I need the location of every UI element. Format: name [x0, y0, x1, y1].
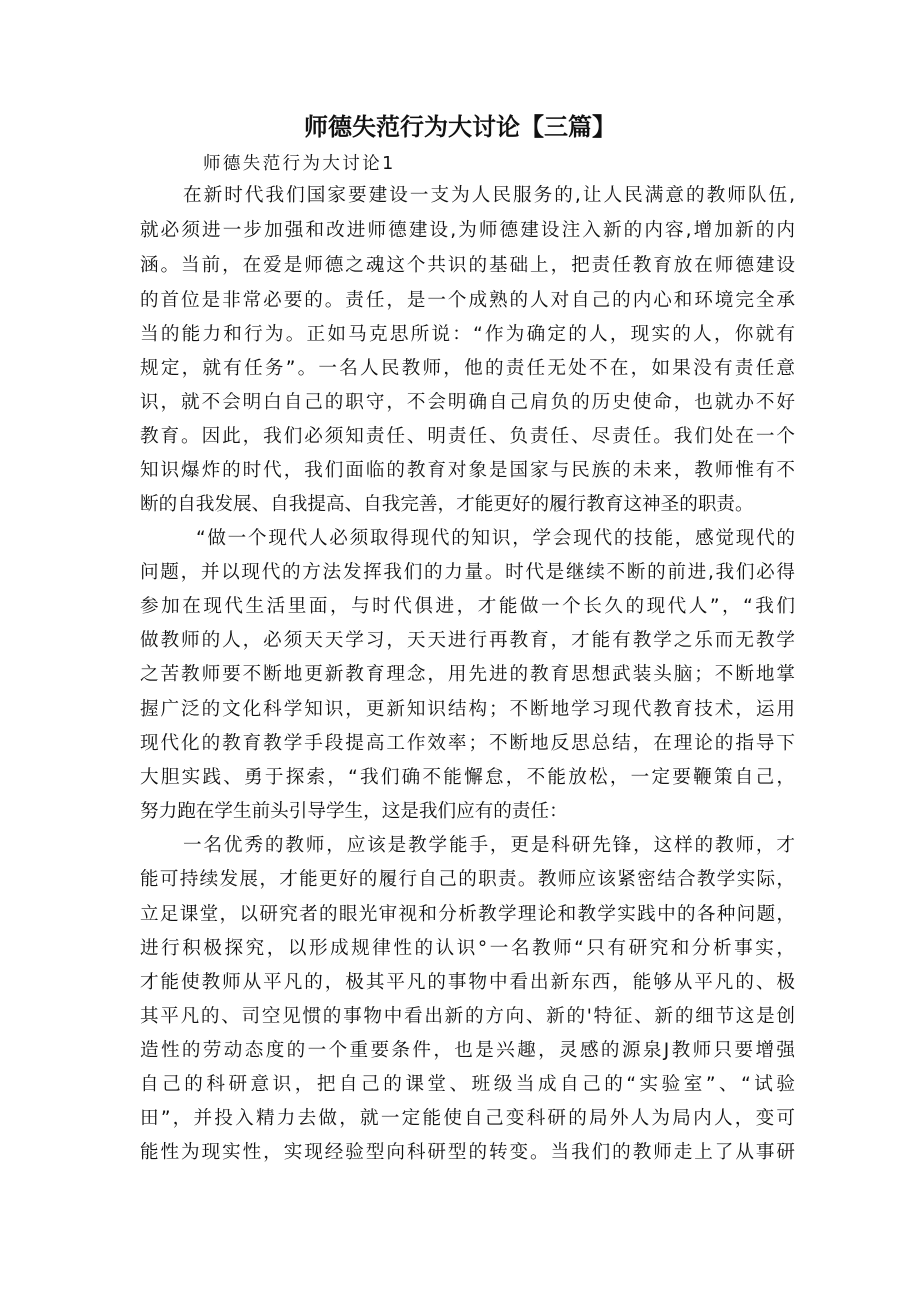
- text-line: 之苦教师要不断地更新教育理念，用先进的教育思想武装头脑；不断地掌: [140, 664, 795, 685]
- text-line: 断的自我发展、自我提高、自我完善，才能更好的履行教育这神圣的职责。: [140, 494, 754, 515]
- text-line: 识，就不会明白自己的职守，不会明确自己肩负的历史使命，也就办不好: [140, 392, 795, 413]
- text-line: 才能使教师从平凡的，极其平凡的事物中看出新东西，能够从平凡的、极: [140, 972, 795, 993]
- text-line: 做教师的人，必须天天学习，天天进行再教育，才能有教学之乐而无教学: [140, 630, 795, 651]
- text-line: 造性的劳动态度的一个重要条件，也是兴趣，灵感的源泉J教师只要增强: [140, 1040, 795, 1061]
- text-line: 的首位是非常必要的。责任，是一个成熟的人对自己的内心和环境完全承: [140, 290, 795, 311]
- text-line: “做一个现代人必须取得现代的知识，学会现代的技能，感觉现代的: [196, 528, 795, 549]
- text-line: 知识爆炸的时代，我们面临的教育对象是国家与民族的未来，教师惟有不: [140, 460, 795, 481]
- text-line: 进行积极探究，以形成规律性的认识°一名教师“只有研究和分析事实，: [140, 938, 795, 959]
- text-line: 努力跑在学生前头引导学生，这是我们应有的责任：: [140, 801, 568, 822]
- text-line: 就必须进一步加强和改进师德建设,为师德建设注入新的内容,增加新的内: [140, 220, 795, 241]
- document-title: 师德失范行为大讨论【三篇】: [304, 113, 616, 141]
- text-line: 问题，并以现代的方法发挥我们的力量。时代是继续不断的前进,我们必得: [140, 562, 795, 583]
- text-line: 能可持续发展，才能更好的履行自己的职责。教师应该紧密结合教学实际，: [140, 869, 795, 890]
- text-line: 其平凡的、司空见惯的事物中看出新的方向、新的'特征、新的细节这是创: [140, 1006, 795, 1027]
- text-line: 教育。因此，我们必须知责任、明责任、负责任、尽责任。我们处在一个: [140, 426, 795, 447]
- text-line: 当的能力和行为。正如马克思所说：“作为确定的人，现实的人，你就有: [140, 324, 795, 345]
- document-subtitle: 师德失范行为大讨论1: [203, 154, 396, 174]
- text-line: 一名优秀的教师，应该是教学能手，更是科研先锋，这样的教师，才: [183, 835, 795, 856]
- text-line: 规定，就有任务”。一名人民教师，他的责任无处不在，如果没有责任意: [140, 358, 795, 379]
- text-line: 在新时代我们国家要建设一支为人民服务的,让人民满意的教师队伍,: [183, 185, 795, 206]
- text-line: 能性为现实性，实现经验型向科研型的转变。当我们的教师走上了从事研: [140, 1142, 795, 1163]
- text-line: 田”，并投入精力去做，就一定能使自己变科研的局外人为局内人，变可: [140, 1108, 795, 1129]
- text-line: 大胆实践、勇于探索，“我们确不能懈怠，不能放松，一定要鞭策自己，: [140, 767, 795, 788]
- text-line: 涵。当前，在爱是师德之魂这个共识的基础上，把责任教育放在师德建设: [140, 255, 795, 276]
- text-line: 立足课堂，以研究者的眼光审视和分析教学理论和教学实践中的各种问题，: [140, 904, 795, 925]
- text-line: 自己的科研意识，把自己的课堂、班级当成自己的“实验室”、“试验: [140, 1074, 795, 1095]
- text-line: 参加在现代生活里面，与时代俱进，才能做一个长久的现代人”，“我们: [140, 596, 795, 617]
- text-line: 现代化的教育教学手段提高工作效率；不断地反思总结，在理论的指导下: [140, 733, 795, 754]
- text-line: 握广泛的文化科学知识，更新知识结构；不断地学习现代教育技术，运用: [140, 699, 795, 720]
